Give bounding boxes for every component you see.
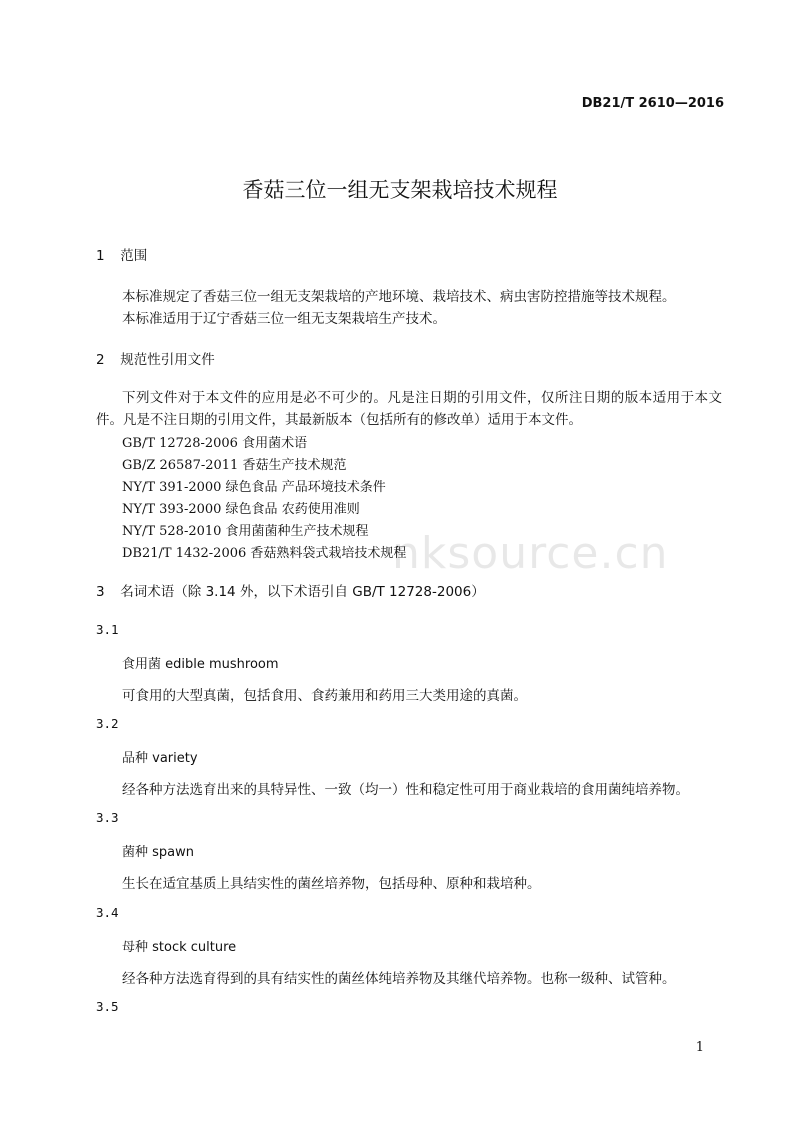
page-number: 1 bbox=[695, 1040, 704, 1055]
term-name: 菌种 spawn bbox=[122, 845, 194, 860]
term-number: 3.5 bbox=[96, 999, 119, 1014]
term-name: 品种 variety bbox=[122, 751, 198, 766]
term-number: 3.2 bbox=[96, 716, 119, 731]
section-title: 规范性引用文件 bbox=[120, 352, 215, 368]
reference-item: GB/Z 26587-2011 香菇生产技术规范 bbox=[122, 458, 347, 473]
term-number: 3.3 bbox=[96, 810, 119, 825]
watermark-text: nksource.cn bbox=[392, 528, 669, 579]
term-name: 食用菌 edible mushroom bbox=[122, 657, 279, 672]
section-title: 名词术语（除 3.14 外，以下术语引自 GB/T 12728-2006） bbox=[120, 584, 485, 600]
term-definition: 可食用的大型真菌，包括食用、食药兼用和药用三大类用途的真菌。 bbox=[122, 688, 527, 704]
term-number: 3.4 bbox=[96, 905, 119, 920]
reference-item: DB21/T 1432-2006 香菇熟料袋式栽培技术规程 bbox=[122, 546, 407, 561]
reference-item: NY/T 391-2000 绿色食品 产品环境技术条件 bbox=[122, 480, 386, 495]
document-title: 香菇三位一组无支架栽培技术规程 bbox=[242, 178, 558, 202]
section-number: 3 bbox=[96, 584, 105, 600]
term-name: 母种 stock culture bbox=[122, 940, 237, 955]
document-number: DB21/T 2610—2016 bbox=[581, 96, 724, 111]
term-definition: 生长在适宜基质上具结实性的菌丝培养物，包括母种、原种和栽培种。 bbox=[122, 876, 541, 892]
reference-item: NY/T 393-2000 绿色食品 农药使用准则 bbox=[122, 502, 360, 517]
scope-paragraph-2: 本标准适用于辽宁香菇三位一组无支架栽培生产技术。 bbox=[122, 311, 446, 327]
section-number: 1 bbox=[96, 248, 105, 264]
section-heading-references bbox=[96, 348, 215, 368]
section-title: 范围 bbox=[120, 248, 148, 264]
reference-item: GB/T 12728-2006 食用菌术语 bbox=[122, 436, 308, 451]
term-definition: 经各种方法选育出来的具特异性、一致（均一）性和稳定性可用于商业栽培的食用菌纯培养物。 bbox=[122, 782, 689, 798]
references-intro: 下列文件对于本文件的应用是必不可少的。凡是注日期的引用文件，仅所注日期的版本适用于本文件。凡是不注日期的引用文件，其最新版本（包括所有的修改单）适用于本文件。 bbox=[96, 390, 722, 428]
section-number: 2 bbox=[96, 352, 105, 368]
scope-paragraph-1: 本标准规定了香菇三位一组无支架栽培的产地环境、栽培技术、病虫害防控措施等技术规程。 bbox=[122, 289, 676, 305]
term-number: 3.1 bbox=[96, 622, 119, 637]
section-heading-scope bbox=[96, 244, 147, 264]
section-heading-terms bbox=[96, 580, 485, 600]
reference-item: NY/T 528-2010 食用菌菌种生产技术规程 bbox=[122, 524, 369, 539]
term-definition: 经各种方法选育得到的具有结实性的菌丝体纯培养物及其继代培养物。也称一级种、试管种。 bbox=[122, 971, 676, 987]
